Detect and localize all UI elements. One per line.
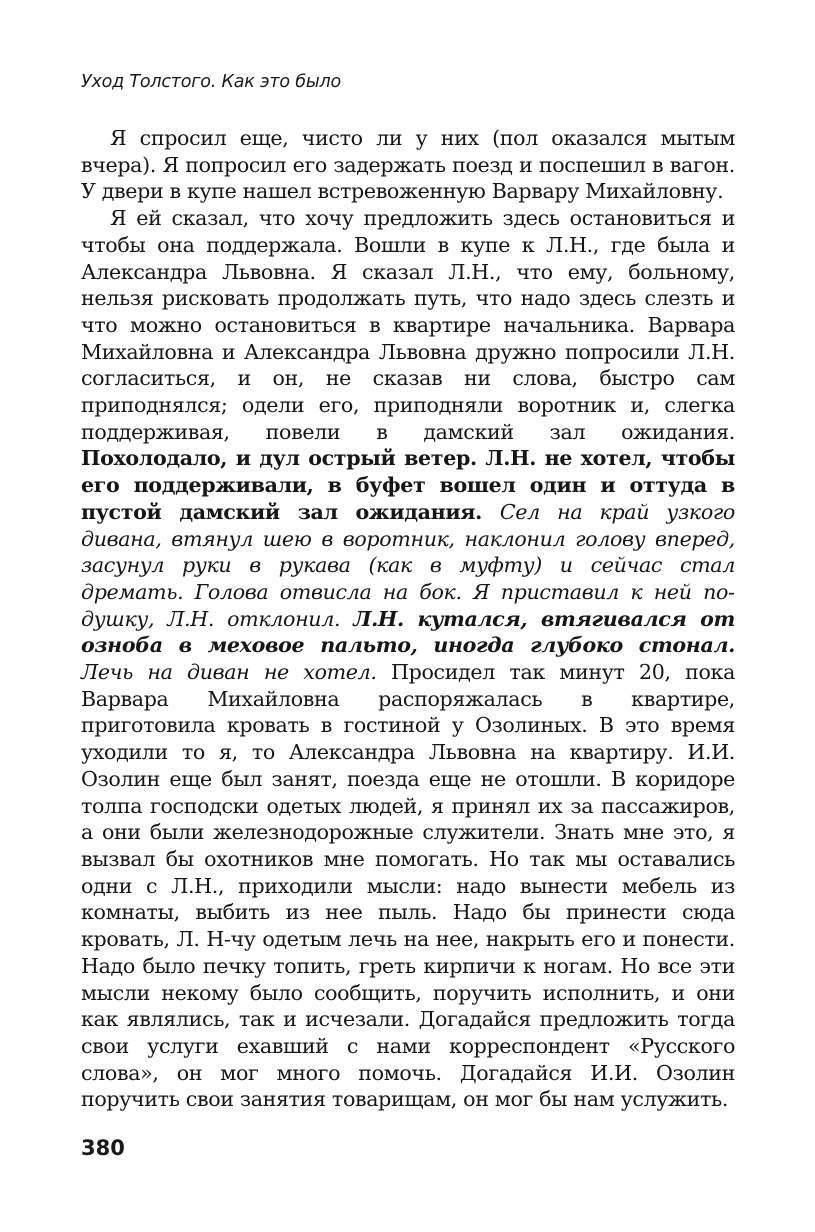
text-segment: Я спросил еще, чисто ли у них (пол оказался мытым вчера). Я попросил его задержать поезд и поспешил в вагон. У двери в купе нашел встревоженную Варвару Михайловну. [81,126,735,204]
italic-text-segment: Лечь на диван не хотел. [81,660,392,685]
running-title: Уход Толстого. Как это было [81,72,341,92]
text-segment: Я ей сказал, что хочу предложить здесь остановиться и чтобы она поддержала. Вошли в купе к Л.Н., где была и Александра Львовна. Я сказал Л.Н., что ему, больному, нельзя рисковать продолжать путь, что надо здесь слезть и что можно остановиться в квартире начальника. Варвара Михайловна и Александра Львовна дружно попросили Л.Н. согласиться, и он, не сказав ни слова, быстро сам приподнялся; одели его, приподняли воротник и, слегка поддерживая, повели в дамский зал ожидания. [81,206,735,444]
italic-text-segment: Сел на край узкого дивана, втянул шею в воротник, наклонил голову вперед, засунул руки в рукава (как в муфту) и сейчас стал дремать. Голова отвисла на бок. Я приставил к ней подушку, Л.Н. отклонил. [81,499,735,631]
body-text [81,125,735,1113]
page-number: 380 [81,1136,125,1160]
bold-italic-text-segment: Л.Н. кутался, втягивался от озноба в меховое пальто, иногда глубоко стонал. [81,606,735,658]
bold-text-segment: Похолодало, и дул острый ветер. Л.Н. не хотел, чтобы его поддерживали, в буфет вошел один и оттуда в пустой дамский зал ожидания. [81,446,735,524]
paragraph [81,125,735,205]
paragraph [81,205,735,1113]
text-segment: Просидел так минут 20, пока Варвара Михайловна распоряжалась в квартире, приготовила кровать в гостиной у Озолиных. В это время уходили то я, то Александра Львовна на квартиру. И.И. Озолин еще был занят, поезда еще не отошли. В коридоре толпа господски одетых людей, я принял их за пассажиров, а они были железнодорожные служители. Знать мне это, я вызвал бы охотников мне помогать. Но так мы оставались одни с Л.Н., приходили мысли: надо вынести мебель из комнаты, выбить из нее пыль. Надо бы принести сюда кровать, Л. Н-чу одетым лечь на нее, накрыть его и понести. Надо было печку топить, греть кирпичи к ногам. Но все эти мысли некому было сообщить, поручить исполнить, и они как являлись, так и исчезали. Догадайся предложить тогда свои услуги ехавший с нами корреспондент «Русского слова», он мог много помочь. Догадайся И.И. Озолин поручить свои занятия товарищам, он мог бы нам услужить. [81,660,735,1112]
